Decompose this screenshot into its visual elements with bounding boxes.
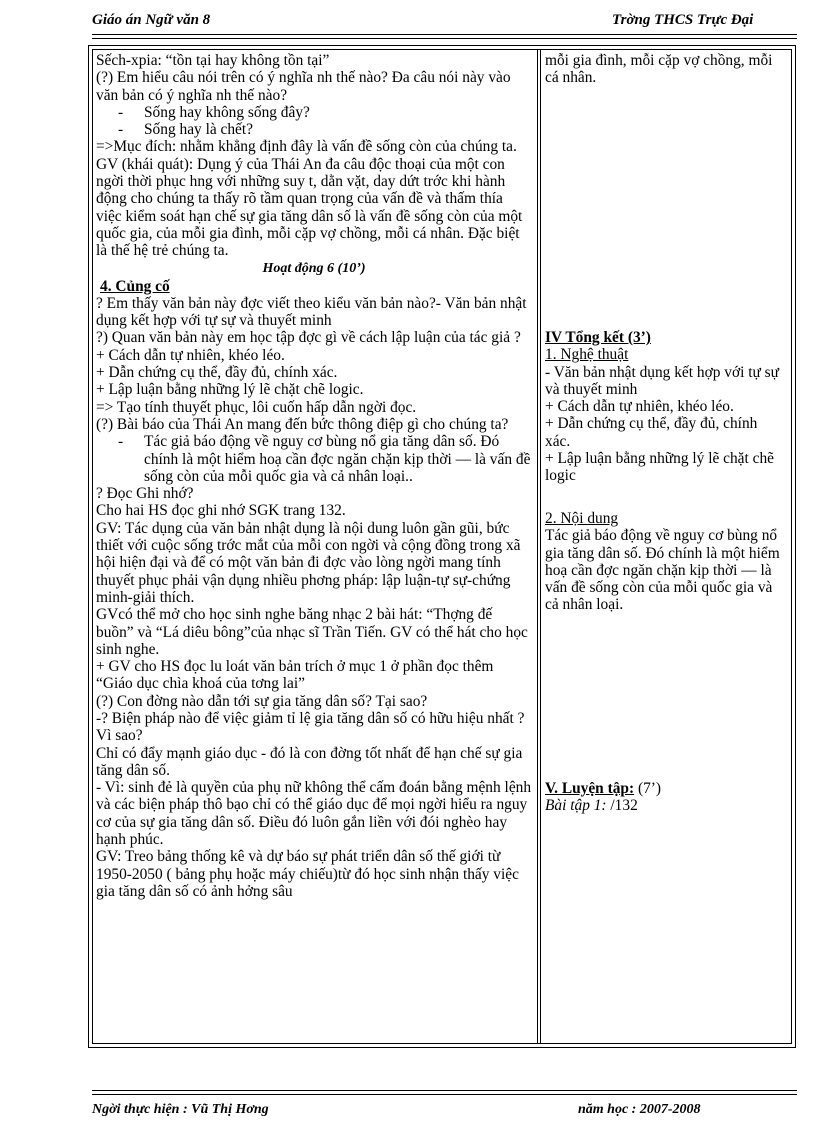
text-line: (?) Bài báo của Thái An mang đến bức thông điệp gì cho chúng ta? <box>96 415 509 433</box>
dash-item-text: Sống hay là chết? <box>144 121 253 139</box>
text-line: Tác giả báo động về nguy cơ bùng nổ gia tăng dân số. Đó chính là một hiểm hoạ cần đợc ngăn chặn kịp thời — là vấn đề sống còn của mỗi quốc gia và cả nhân loại. <box>545 527 780 614</box>
text-line: Cho hai HS đọc ghi nhớ SGK trang 132. <box>96 502 346 520</box>
text-line: -? Biện pháp nào để việc giảm tỉ lệ gia tăng dân số có hữu hiệu nhất ? Vì sao? <box>96 709 525 745</box>
content-section <box>545 510 785 614</box>
dash-item: - Sống hay là chết? <box>118 121 253 139</box>
dash-item-text: Sống hay không sống đây? <box>144 103 310 121</box>
dash-item: - Tác giả báo động về nguy cơ bùng nổ gia tăng dân số. Đó chính là một hiểm hoạ cần đợc ngăn chặn kịp thời — là vấn đề sống còn của mỗi quốc gia và cả nhân loại.. <box>118 433 531 485</box>
text-line: - Văn bản nhật dụng kết hợp với tự sự và thuyết minh <box>545 363 780 398</box>
text-line: mỗi gia đình, mỗi cặp vợ chồng, mỗi cá nhân. <box>545 52 773 87</box>
text-line: GVcó thể mở cho học sinh nghe băng nhạc 2 bài hát: “Thợng đế buồn” và “Lá diêu bông”của nhạc sĩ Trần Tiến. GV có thể hát cho học sinh nghe. <box>96 606 528 658</box>
text-line: + Lập luận bằng những lý lẽ chặt chẽ logic <box>545 450 774 485</box>
text-line: => Tạo tính thuyết phục, lôi cuốn hấp dẫn ngời đọc. <box>96 398 417 416</box>
text-line: + GV cho HS đọc lu loát văn bản trích ở mục 1 ở phần đọc thêm “Giáo dục chìa khoá của tơng lai” <box>96 658 494 693</box>
text-line: Chỉ có đẩy mạnh giáo dục - đó là con đờng tốt nhất để hạn chế sự gia tăng dân số. <box>96 744 523 779</box>
subheading-art: 1. Nghệ thuật <box>545 346 629 364</box>
footer-rule <box>92 1090 797 1095</box>
left-column <box>96 52 532 900</box>
text-line: =>Mục đích: nhằm khẳng định đây là vấn đề sống còn của chúng ta. <box>96 138 517 156</box>
practice-heading: V. Luyện tập: <box>545 780 635 797</box>
exercise-ref: /132 <box>606 797 638 815</box>
text-line: + Dẫn chứng cụ thể, đầy đủ, chính xác. <box>545 415 758 450</box>
text-line: + Cách dẫn tự nhiên, khéo léo. <box>545 398 734 416</box>
practice-section <box>545 780 785 815</box>
text-line: (?) Em hiểu câu nói trên có ý nghĩa nh thế nào? Đa câu nói này vào văn bản có ý nghĩa nh thế nào? <box>96 69 511 104</box>
dash-item: - Sống hay không sống đây? <box>118 103 310 121</box>
text-line: ? Đọc Ghi nhớ? <box>96 485 194 503</box>
header-rule <box>92 34 797 39</box>
text-line: GV: Treo bảng thống kê và dự báo sự phát triển dân số thế giới từ 1950-2050 ( bảng phụ hoặc máy chiếu)từ đó học sinh nhận thấy việc gia tăng dân số có ảnh hởng sâu <box>96 848 519 900</box>
section-heading: 4. Củng cố <box>100 277 170 295</box>
text-line: Sếch-xpia: “tồn tại hay không tồn tại” <box>96 52 330 69</box>
text-line: + Dẫn chứng cụ thể, đầy đủ, chính xác. <box>96 364 338 382</box>
text-line: ? Em thấy văn bản này đợc viết theo kiểu văn bản nào?- Văn bản nhật dụng kết hợp với tự sự và thuyết minh <box>96 294 527 330</box>
header-subject: Giáo án Ngữ văn 8 <box>92 12 211 28</box>
footer-school-year: năm học : 2007-2008 <box>578 1102 701 1117</box>
text-line: (?) Con đờng nào dẫn tới sự gia tăng dân số? Tại sao? <box>96 692 428 710</box>
text-line: GV (khái quát): Dụng ý của Thái An đa câu độc thoại của một con ngời thời phục hng với những suy t, dằn vặt, day dứt trớc khi hành động cho chúng ta thấy rõ tầm quan trọng của vấn đề và thấm thía việc kiểm soát hạn chế sự gia tăng dân số là vấn đề sống còn của một quốc gia, của mỗi gia đình, mỗi cặp vợ chồng, mỗi cá nhân. Đặc biệt là thế hệ trẻ chúng ta. <box>96 155 523 260</box>
column-divider <box>537 49 541 1044</box>
text-line: - Vì: sinh đẻ là quyền của phụ nữ không thể cấm đoán bằng mệnh lệnh và các biện pháp thô bạo chỉ có thể giáo dục để mọi ngời hiểu ra nguy cơ của sự gia tăng dân số. Điều đó luôn gắn liền với đói nghèo hay hạnh phúc. <box>96 779 532 849</box>
header-school: Trờng THCS Trực Đại <box>612 12 754 28</box>
summary-section <box>545 329 785 485</box>
summary-heading: IV Tổng kết (3’) <box>545 329 651 346</box>
text-line: GV: Tác dụng của văn bản nhật dụng là nội dung luôn gần gũi, bức thiết với cuộc sống trớc mắt của mỗi con ngời và cộng đồng trong xã hội hiện đại và để có một văn bản đi đợc vào lòng ngời mang tính thuyết phục phải vận dụng nhiều phơng pháp: lập luận-tự sự-chứng minh-giải thích. <box>96 519 521 606</box>
subheading-content: 2. Nội dung <box>545 510 619 527</box>
text-line: + Cách dẫn tự nhiên, khéo léo. <box>96 346 285 364</box>
practice-time: (7’) <box>634 780 662 797</box>
activity-heading: Hoạt động 6 (10’) <box>262 260 366 276</box>
dash-item-text: Tác giả báo động về nguy cơ bùng nổ gia tăng dân số. Đó chính là một hiểm hoạ cần đợc ngăn chặn kịp thời — là vấn đề sống còn của mỗi quốc gia và cả nhân loại.. <box>144 433 531 485</box>
text-line: + Lập luận bằng những lý lẽ chặt chẽ logic. <box>96 381 364 399</box>
footer-author: Ngời thực hiện : Vũ Thị Hơng <box>92 1102 269 1117</box>
exercise-label: Bài tập 1: <box>545 797 607 815</box>
text-line: ?) Quan văn bản này em học tập đợc gì về cách lập luận của tác giả ? <box>96 329 521 347</box>
